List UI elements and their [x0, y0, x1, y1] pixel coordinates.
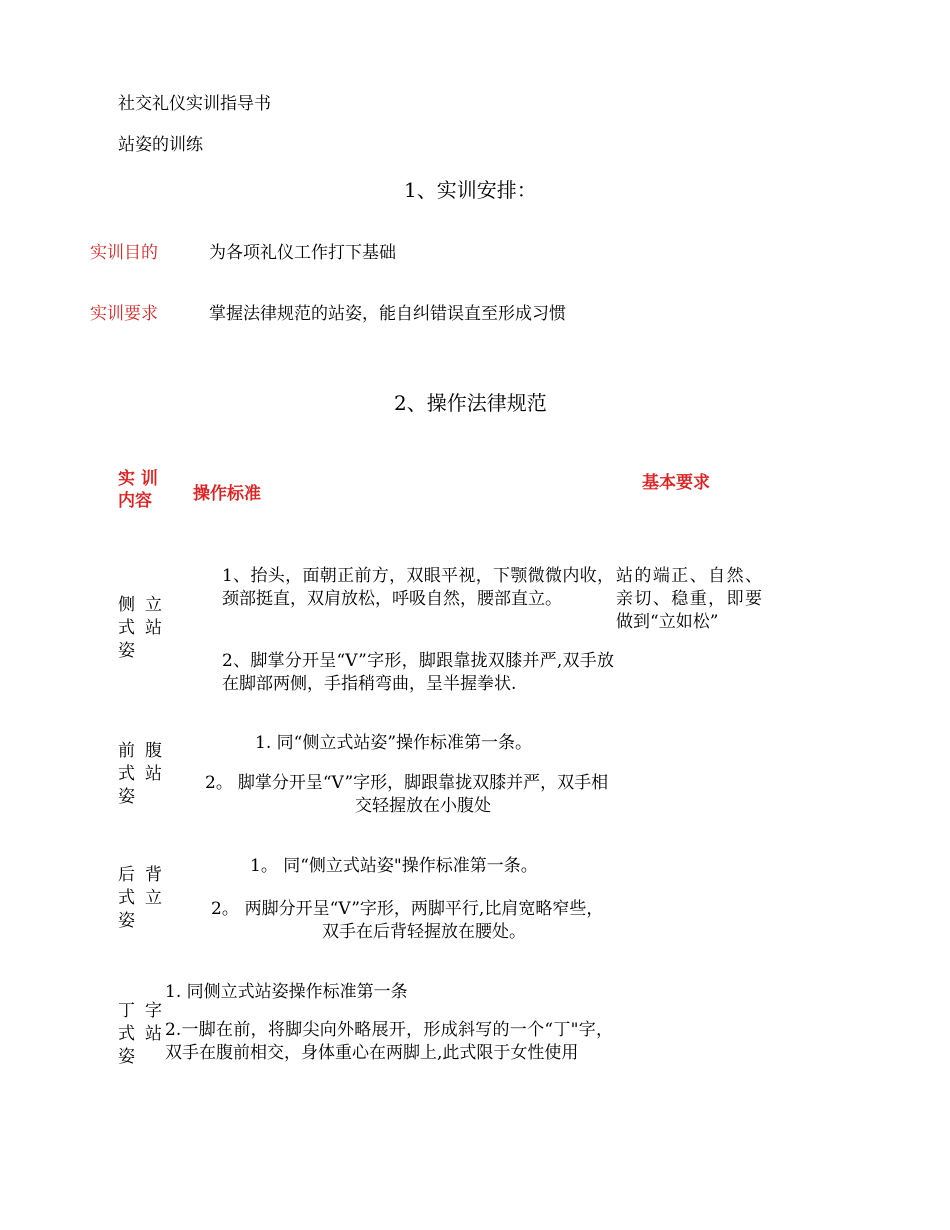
- row4-name-right: 字站: [145, 1001, 162, 1044]
- training-requirement-value: 掌握法律规范的站姿，能自纠错误直至形成习惯: [209, 304, 566, 324]
- header-standard: 操作标准: [193, 484, 261, 504]
- row1-step1: 1、抬头，面朝正前方，双眼平视，下颚微微内收，颈部挺直，双肩放松，呼吸自然，腰部直立。: [222, 566, 614, 609]
- row4-name-left: 丁式姿: [118, 1001, 135, 1067]
- row1-requirement: 站的端正、自然、亲切、稳重，即要做到“立如松”: [616, 566, 762, 632]
- row1-step2: 2、脚掌分开呈“V”字形，脚跟靠拢双膝并严,双手放在脚部两侧，手指稍弯曲，呈半握拳状.: [222, 651, 614, 694]
- training-requirement-label: 实训要求: [90, 304, 158, 324]
- section1-heading: 1、实训安排：: [404, 178, 537, 202]
- header-content-line2: 内容: [118, 491, 152, 511]
- row3-name-left: 后式姿: [118, 865, 135, 931]
- row2-name-right: 腹站: [145, 741, 162, 784]
- section2-heading: 2、操作法律规范: [394, 391, 547, 415]
- row1-name-right: 立站: [145, 595, 162, 638]
- row3-step2-number: 2。: [211, 899, 239, 919]
- row1-name-left: 侧式姿: [118, 595, 135, 661]
- row2-step2-number: 2。: [205, 773, 233, 793]
- row2-step1: 1. 同“侧立式站姿”操作标准第一条。: [255, 733, 533, 753]
- row3-step1: 1。 同“侧立式站姿"操作标准第一条。: [250, 856, 538, 876]
- row4-step2: 2.一脚在前，将脚尖向外略展开，形成斜写的一个“丁"字，双手在腹前相交，身体重心在两脚上,此式限于女性使用: [165, 1020, 613, 1063]
- header-content: [118, 468, 158, 512]
- row3-name-right: 背立: [145, 865, 162, 908]
- training-purpose-value: 为各项礼仪工作打下基础: [209, 243, 396, 263]
- document-subtitle: 站姿的训练: [118, 135, 203, 155]
- document-title: 社交礼仪实训指导书: [118, 94, 271, 114]
- header-content-line1: 实 训: [118, 469, 158, 489]
- row4-step1: 1. 同侧立式站姿操作标准第一条: [165, 982, 408, 1002]
- row2-step2: 脚掌分开呈“V”字形，脚跟靠拢双膝并严，双手相交轻握放在小腹处: [237, 773, 609, 816]
- training-purpose-label: 实训目的: [90, 243, 158, 263]
- row2-name-left: 前式姿: [118, 741, 135, 807]
- row3-step2: 两脚分开呈“V”字形，两脚平行,比肩宽略窄些，双手在后背轻握放在腰处。: [244, 899, 604, 942]
- header-requirement: 基本要求: [642, 473, 710, 493]
